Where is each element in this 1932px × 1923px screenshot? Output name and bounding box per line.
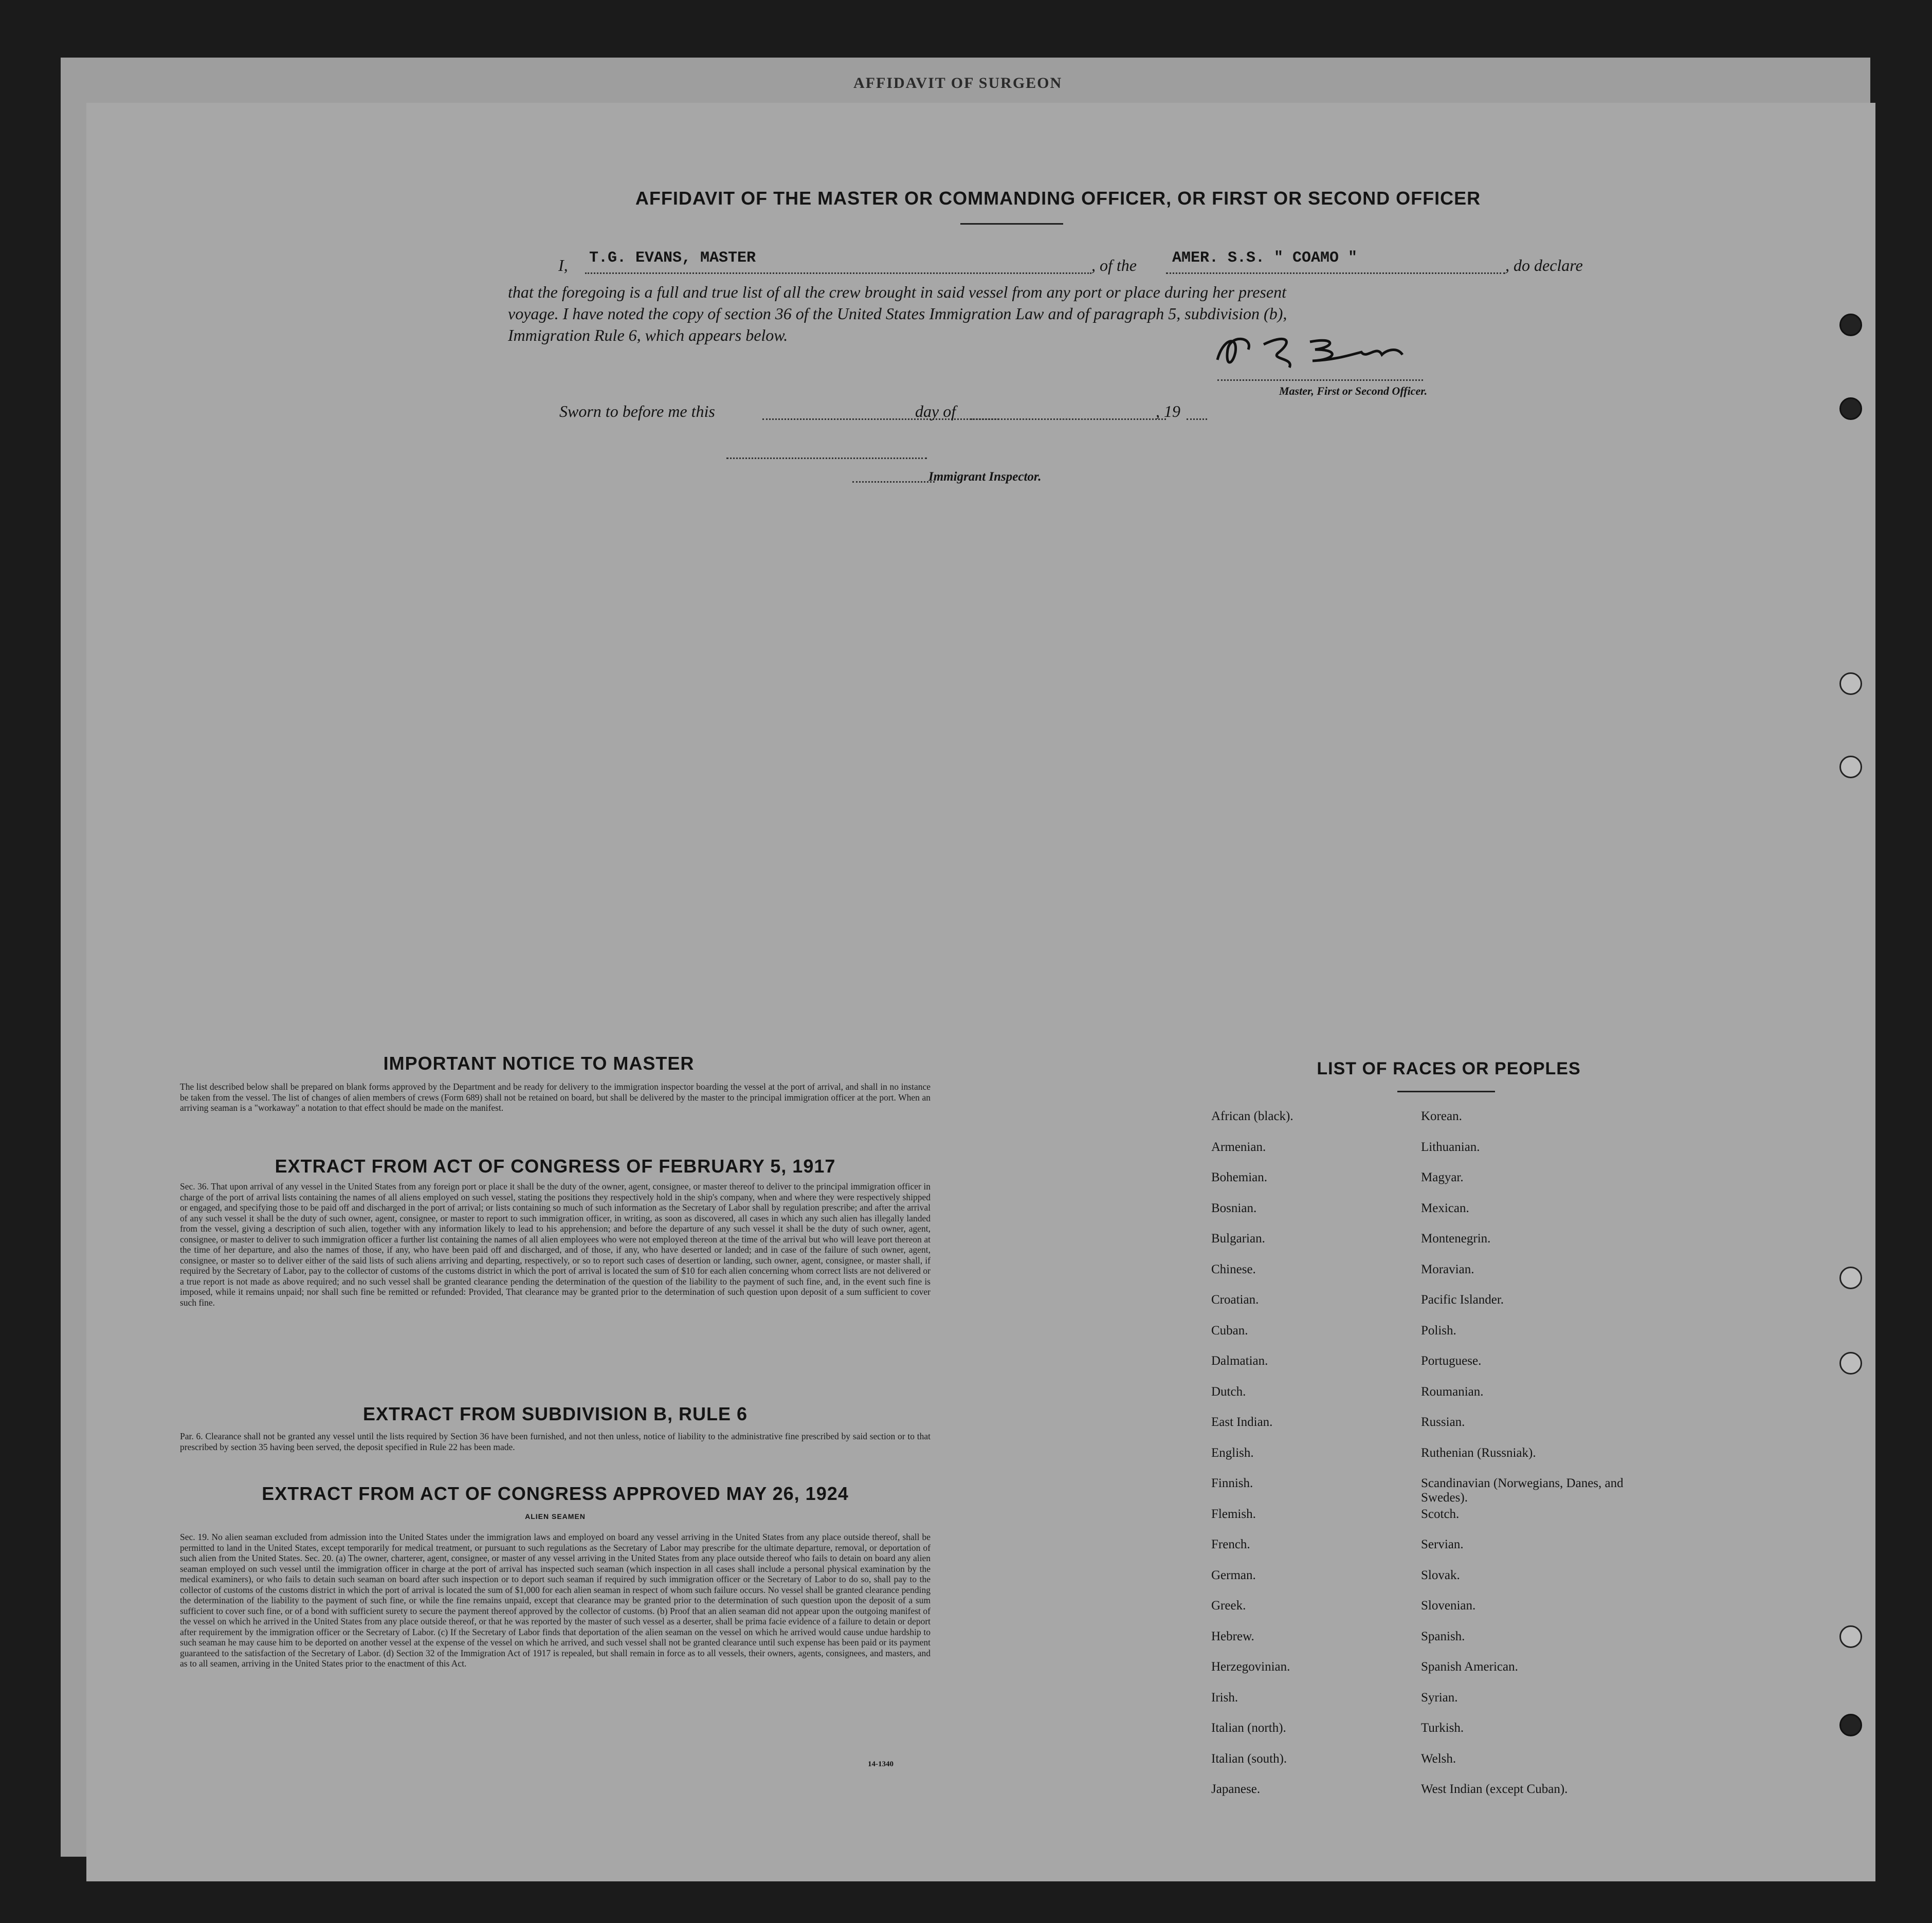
race-item: Italian (north).	[1211, 1721, 1286, 1735]
race-item: Finnish.	[1211, 1476, 1253, 1490]
race-item: East Indian.	[1211, 1415, 1273, 1429]
affidavit-body-line-1: that the foregoing is a full and true list of all the crew brought in said vessel from any port or place during her present	[508, 283, 1286, 301]
race-item: Chinese.	[1211, 1262, 1256, 1276]
race-item: Syrian.	[1421, 1690, 1458, 1705]
sworn-year-line	[1187, 418, 1207, 420]
races-title: LIST OF RACES OR PEOPLES	[1317, 1059, 1581, 1078]
race-item: Spanish American.	[1421, 1660, 1518, 1674]
notice-text: The list described below shall be prepared on blank forms approved by the Department and be ready for delivery to the immigration inspector boarding the vessel at the port of arrival, and shall in no instance be taken from the vessel. The list of changes of alien members of crews (Form 689) shall not be retained on board, but shall be delivered by the master to the principal immigration officer at the port. When an arriving seaman is a "workaway" a notation to that effect should be made on the manifest.	[180, 1082, 931, 1113]
declarant-field-line	[585, 272, 1091, 274]
affidavit-lead: I,	[558, 256, 568, 274]
race-item: French.	[1211, 1537, 1250, 1551]
race-item: Slovenian.	[1421, 1599, 1476, 1613]
race-item: Moravian.	[1421, 1262, 1474, 1276]
binder-hole	[1839, 1267, 1862, 1289]
race-item: Servian.	[1421, 1537, 1464, 1551]
race-item: Pacific Islander.	[1421, 1293, 1504, 1307]
inspector-caption: Immigrant Inspector.	[928, 470, 1042, 484]
race-item: Bohemian.	[1211, 1170, 1268, 1184]
signature-caption: Master, First or Second Officer.	[1279, 384, 1428, 397]
race-item: Scotch.	[1421, 1507, 1460, 1521]
race-item: Welsh.	[1421, 1751, 1456, 1766]
race-item: Scandinavian (Norwegians, Danes, and Swedes).	[1421, 1476, 1624, 1505]
race-item: Slovak.	[1421, 1568, 1460, 1582]
binder-hole	[1839, 1625, 1862, 1648]
sworn-day-line	[762, 418, 999, 420]
inspector-line-2	[852, 481, 935, 483]
race-item: Armenian.	[1211, 1140, 1266, 1154]
race-item: Greek.	[1211, 1599, 1246, 1613]
race-item: Polish.	[1421, 1323, 1456, 1338]
vessel-field-line	[1166, 272, 1505, 274]
race-item: African (black).	[1211, 1109, 1293, 1123]
affidavit-body-line-3: Immigration Rule 6, which appears below.	[508, 326, 788, 344]
race-item: Croatian.	[1211, 1293, 1259, 1307]
affidavit-title: AFFIDAVIT OF THE MASTER OR COMMANDING OFFICER, OR FIRST OR SECOND OFFICER	[635, 188, 1481, 209]
binder-hole	[1839, 397, 1862, 420]
race-item: Roumanian.	[1421, 1384, 1484, 1399]
race-item: Bulgarian.	[1211, 1232, 1265, 1246]
binder-hole	[1839, 314, 1862, 336]
day-of-text: day of	[915, 402, 956, 420]
back-sheet-title: AFFIDAVIT OF SURGEON	[853, 75, 1063, 91]
race-item: Korean.	[1421, 1109, 1462, 1123]
sworn-month-line	[971, 418, 1166, 420]
title-rule	[960, 223, 1063, 225]
sworn-text: Sworn to before me this	[559, 402, 715, 420]
race-item: West Indian (except Cuban).	[1421, 1782, 1568, 1796]
race-item: Irish.	[1211, 1690, 1238, 1705]
do-declare-text: , do declare	[1505, 256, 1583, 274]
extract-1917-text: Sec. 36. That upon arrival of any vessel in the United States from any foreign port or place it shall be the duty of the owner, agent, consignee, or master thereof to deliver to the principal immigration officer in charge of the port of arrival lists containing the names of all aliens employed on such vessel, stating the positions they respectively hold in the ship's company, when and where they were respectively shipped or engaged, and specifying those to be paid off and discharged in the port of arrival; or lists containing so much of such information as the Secretary of Labor shall by regulation prescribe; and after the arrival of any such vessel it shall be the duty of such owner, agent, consignee, or master to report to such immigration officer, in writing, as soon as discovered, all cases in which any such alien has illegally landed from the vessel, giving a description of such alien, together with any information likely to lead to his apprehension; and before the departure of any such vessel it shall be the duty of such owner, agent, consignee, or master to deliver to such immigration officer a further list containing the names of all alien employees who were not employed thereon at the time of the arrival but who will leave port thereon at the time of her departure, and also the names of those, if any, who have been paid off and discharged, and of those, if any, who have deserted or landed; and in case of the failure of such owner, agent, consignee, or master so to deliver either of the said lists of such aliens arriving and departing, respectively, or so to report such cases of desertion or landing, such owner, agent, consignee, or master shall, if required by the Secretary of Labor, pay to the collector of customs of the customs district in which the port of arrival is located the sum of $10 for each alien concerning whom correct lists are not delivered or a true report is not made as above required; and no such vessel shall be granted clearance pending the determination of the question of the liability to the payment of such fine, and, in the event such fine is imposed, while it remains unpaid; nor shall such fine be remitted or refunded: Provided, That clearance may be granted prior to the determination of such question upon deposit of a sum sufficient to cover such fine.	[180, 1181, 931, 1308]
race-item: Flemish.	[1211, 1507, 1256, 1521]
race-item: Magyar.	[1421, 1170, 1464, 1184]
signature-line	[1217, 379, 1423, 381]
extract-1917-title: EXTRACT FROM ACT OF CONGRESS OF FEBRUARY 5, 1917	[275, 1156, 836, 1177]
binder-hole	[1839, 1714, 1862, 1736]
extract-rule6-title: EXTRACT FROM SUBDIVISION B, RULE 6	[362, 1403, 748, 1424]
race-item: German.	[1211, 1568, 1256, 1582]
affidavit-body-line-2: voyage. I have noted the copy of section 36 of the United States Immigration Law and of paragraph 5, subdivision (b),	[508, 304, 1287, 323]
race-item: Herzegovinian.	[1211, 1660, 1290, 1674]
notice-title: IMPORTANT NOTICE TO MASTER	[383, 1053, 695, 1074]
extract-1924-text: Sec. 19. No alien seaman excluded from admission into the United States under the immigration laws and employed on board any vessel arriving in the United States from any place outside thereof, shall be permitted to land in the United States, except temporarily for medical treatment, or pursuant to such regulations as the Secretary of Labor may prescribe for the ultimate departure, removal, or deportation of such alien from the United States. Sec. 20. (a) The owner, charterer, agent, consignee, or master of any vessel arriving in the United States from any place outside thereof who fails to detain on board any alien seaman employed on such vessel until the immigration officer in charge at the port of arrival has inspected such seaman (which inspection in all cases shall include a personal physical examination by the medical examiners), or who fails to detain such seaman on board after such inspection or to deport such seaman if required by such immigration officer or the Secretary of Labor to do so, shall pay to the collector of customs of the customs district in which the port of arrival is located the sum of $1,000 for each alien seaman in respect of whom such failure occurs. No vessel shall be granted clearance pending the determination of the liability to the payment of such fine, or while the fine remains unpaid, except that clearance may be granted prior to the determination of such question upon the deposit of a sum sufficient to cover such fine, or of a bond with sufficient surety to secure the payment thereof approved by the collector of customs. (b) Proof that an alien seaman did not appear upon the outgoing manifest of the vessel on which he arrived in the United States from any place outside thereof, or that he was reported by the master of such vessel as a deserter, shall be prima facie evidence of a failure to detain or deport after requirement by the immigration officer or the Secretary of Labor. (c) If the Secretary of Labor finds that deportation of the alien seaman on the vessel on which he arrived would cause undue hardship to such seaman he may cause him to be deported on another vessel at the expense of the vessel on which he arrived, and such vessel shall not be granted clearance until such expense has been paid or its payment guaranteed to the satisfaction of the Secretary of Labor. (d) Section 32 of the Immigration Act of 1917 is repealed, but shall remain in force as to all vessels, their owners, agents, consignees, and masters, and as to all seamen, arriving in the United States prior to the enactment of this Act.	[180, 1532, 931, 1669]
extract-1924-subtitle: ALIEN SEAMEN	[525, 1512, 586, 1521]
race-item: Russian.	[1421, 1415, 1465, 1429]
declarant-value: T.G. EVANS, MASTER	[589, 249, 756, 267]
form-number: 14-1340	[868, 1760, 894, 1768]
inspector-line-1	[726, 457, 927, 459]
binder-hole	[1839, 672, 1862, 695]
race-item: Ruthenian (Russniak).	[1421, 1445, 1536, 1460]
year-prefix: , 19	[1156, 402, 1180, 420]
race-item: Bosnian.	[1211, 1201, 1257, 1215]
race-item: Montenegrin.	[1421, 1232, 1491, 1246]
binder-hole	[1839, 756, 1862, 778]
race-item: Dutch.	[1211, 1384, 1246, 1399]
extract-1924-title: EXTRACT FROM ACT OF CONGRESS APPROVED MAY 26, 1924	[262, 1483, 849, 1504]
race-item: Dalmatian.	[1211, 1354, 1268, 1368]
race-item: Cuban.	[1211, 1323, 1248, 1338]
race-item: Japanese.	[1211, 1782, 1261, 1796]
race-item: Spanish.	[1421, 1629, 1465, 1643]
race-item: English.	[1211, 1445, 1254, 1460]
of-the-text: , of the	[1091, 256, 1137, 274]
race-item: Mexican.	[1421, 1201, 1469, 1215]
master-signature	[1207, 329, 1495, 375]
race-item: Turkish.	[1421, 1721, 1464, 1735]
extract-rule6-text: Par. 6. Clearance shall not be granted any vessel until the lists required by Section 36 have been furnished, and not then unless, notice of liability to the administrative fine prescribed by said section or to that prescribed by section 35 having been served, the deposit specified in Rule 22 has been made.	[180, 1431, 931, 1452]
race-item: Italian (south).	[1211, 1751, 1287, 1766]
races-right-column	[1421, 1109, 1627, 1813]
binder-hole	[1839, 1352, 1862, 1375]
vessel-value: AMER. S.S. " COAMO "	[1172, 249, 1358, 267]
race-item: Hebrew.	[1211, 1629, 1254, 1643]
races-left-column	[1211, 1109, 1407, 1813]
form-page	[86, 103, 1875, 1881]
races-title-rule	[1397, 1091, 1495, 1092]
race-item: Portuguese.	[1421, 1354, 1482, 1368]
race-item: Lithuanian.	[1421, 1140, 1480, 1154]
